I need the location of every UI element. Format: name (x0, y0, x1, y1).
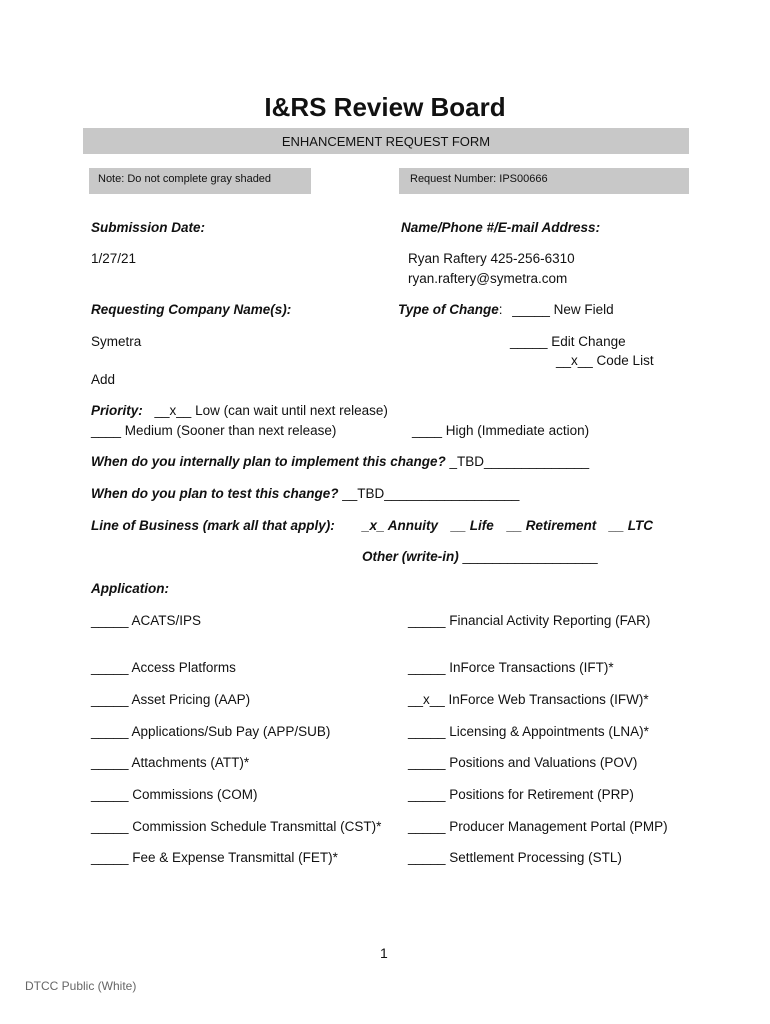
company-value: Symetra (91, 334, 142, 349)
test-row (91, 486, 519, 501)
app-left-2: _____ Asset Pricing (AAP) (91, 692, 251, 707)
submission-date-value: 1/27/21 (91, 251, 137, 266)
app-left-7: _____ Fee & Expense Transmittal (FET)* (91, 850, 338, 865)
type-of-change-colon: : (498, 302, 503, 317)
lob-other-row (362, 549, 598, 564)
contact-label: Name/Phone #/E-mail Address: (401, 220, 601, 235)
add-text: Add (91, 372, 116, 387)
app-left-1: _____ Access Platforms (91, 660, 236, 675)
classification-footer: DTCC Public (White) (25, 979, 137, 993)
test-question: When do you plan to test this change? (91, 486, 339, 501)
priority-low: __x__ Low (can wait until next release) (154, 403, 388, 418)
priority-row (91, 403, 388, 418)
lob-other-label: Other (write-in) (362, 549, 463, 564)
type-code-list: __x__ Code List (556, 353, 654, 368)
application-label: Application: (91, 581, 169, 596)
priority-medium: ____ Medium (Sooner than next release) (91, 423, 337, 438)
lob-other-blank: __________________ (462, 549, 598, 564)
app-left-3: _____ Applications/Sub Pay (APP/SUB) (91, 724, 331, 739)
app-right-2: __x__ InForce Web Transactions (IFW)* (408, 692, 649, 707)
app-left-6: _____ Commission Schedule Transmittal (CST)* (91, 819, 382, 834)
app-right-7: _____ Settlement Processing (STL) (408, 850, 622, 865)
app-left-4: _____ Attachments (ATT)* (91, 755, 250, 770)
type-of-change-row (398, 302, 614, 317)
implement-question: When do you internally plan to implement this change? (91, 454, 446, 469)
lob-ltc: __ LTC (609, 518, 654, 533)
app-left-0: _____ ACATS/IPS (91, 613, 202, 628)
page-title: I&RS Review Board (264, 92, 506, 122)
page-number: 1 (380, 945, 388, 961)
company-label: Requesting Company Name(s): (91, 302, 292, 317)
priority-high: ____ High (Immediate action) (412, 423, 590, 438)
lob-retirement: __ Retirement (507, 518, 597, 533)
type-new-field: _____ New Field (512, 302, 614, 317)
type-edit-change: _____ Edit Change (510, 334, 626, 349)
app-right-1: _____ InForce Transactions (IFT)* (408, 660, 614, 675)
implement-answer: _TBD______________ (445, 454, 590, 469)
type-of-change-label: Type of Change (398, 302, 499, 317)
form-title: ENHANCEMENT REQUEST FORM (281, 134, 491, 149)
lob-life: __ Life (451, 518, 494, 533)
priority-label: Priority: (91, 403, 143, 418)
app-right-4: _____ Positions and Valuations (POV) (408, 755, 638, 770)
app-right-0: _____ Financial Activity Reporting (FAR) (408, 613, 651, 628)
test-answer: __TBD__________________ (338, 486, 520, 501)
contact-email: ryan.raftery@symetra.com (408, 271, 568, 286)
implement-row (91, 454, 589, 469)
lob-annuity: _x_ Annuity (362, 518, 439, 533)
app-right-3: _____ Licensing & Appointments (LNA)* (408, 724, 649, 739)
app-right-6: _____ Producer Management Portal (PMP) (408, 819, 668, 834)
request-number: Request Number: IPS00666 (410, 173, 548, 185)
note-text: Note: Do not complete gray shaded (98, 173, 272, 185)
app-right-5: _____ Positions for Retirement (PRP) (408, 787, 634, 802)
lob-label: Line of Business (mark all that apply): (91, 518, 335, 533)
submission-date-label: Submission Date: (91, 220, 206, 235)
contact-name-phone: Ryan Raftery 425-256-6310 (408, 251, 575, 266)
app-left-5: _____ Commissions (COM) (91, 787, 258, 802)
